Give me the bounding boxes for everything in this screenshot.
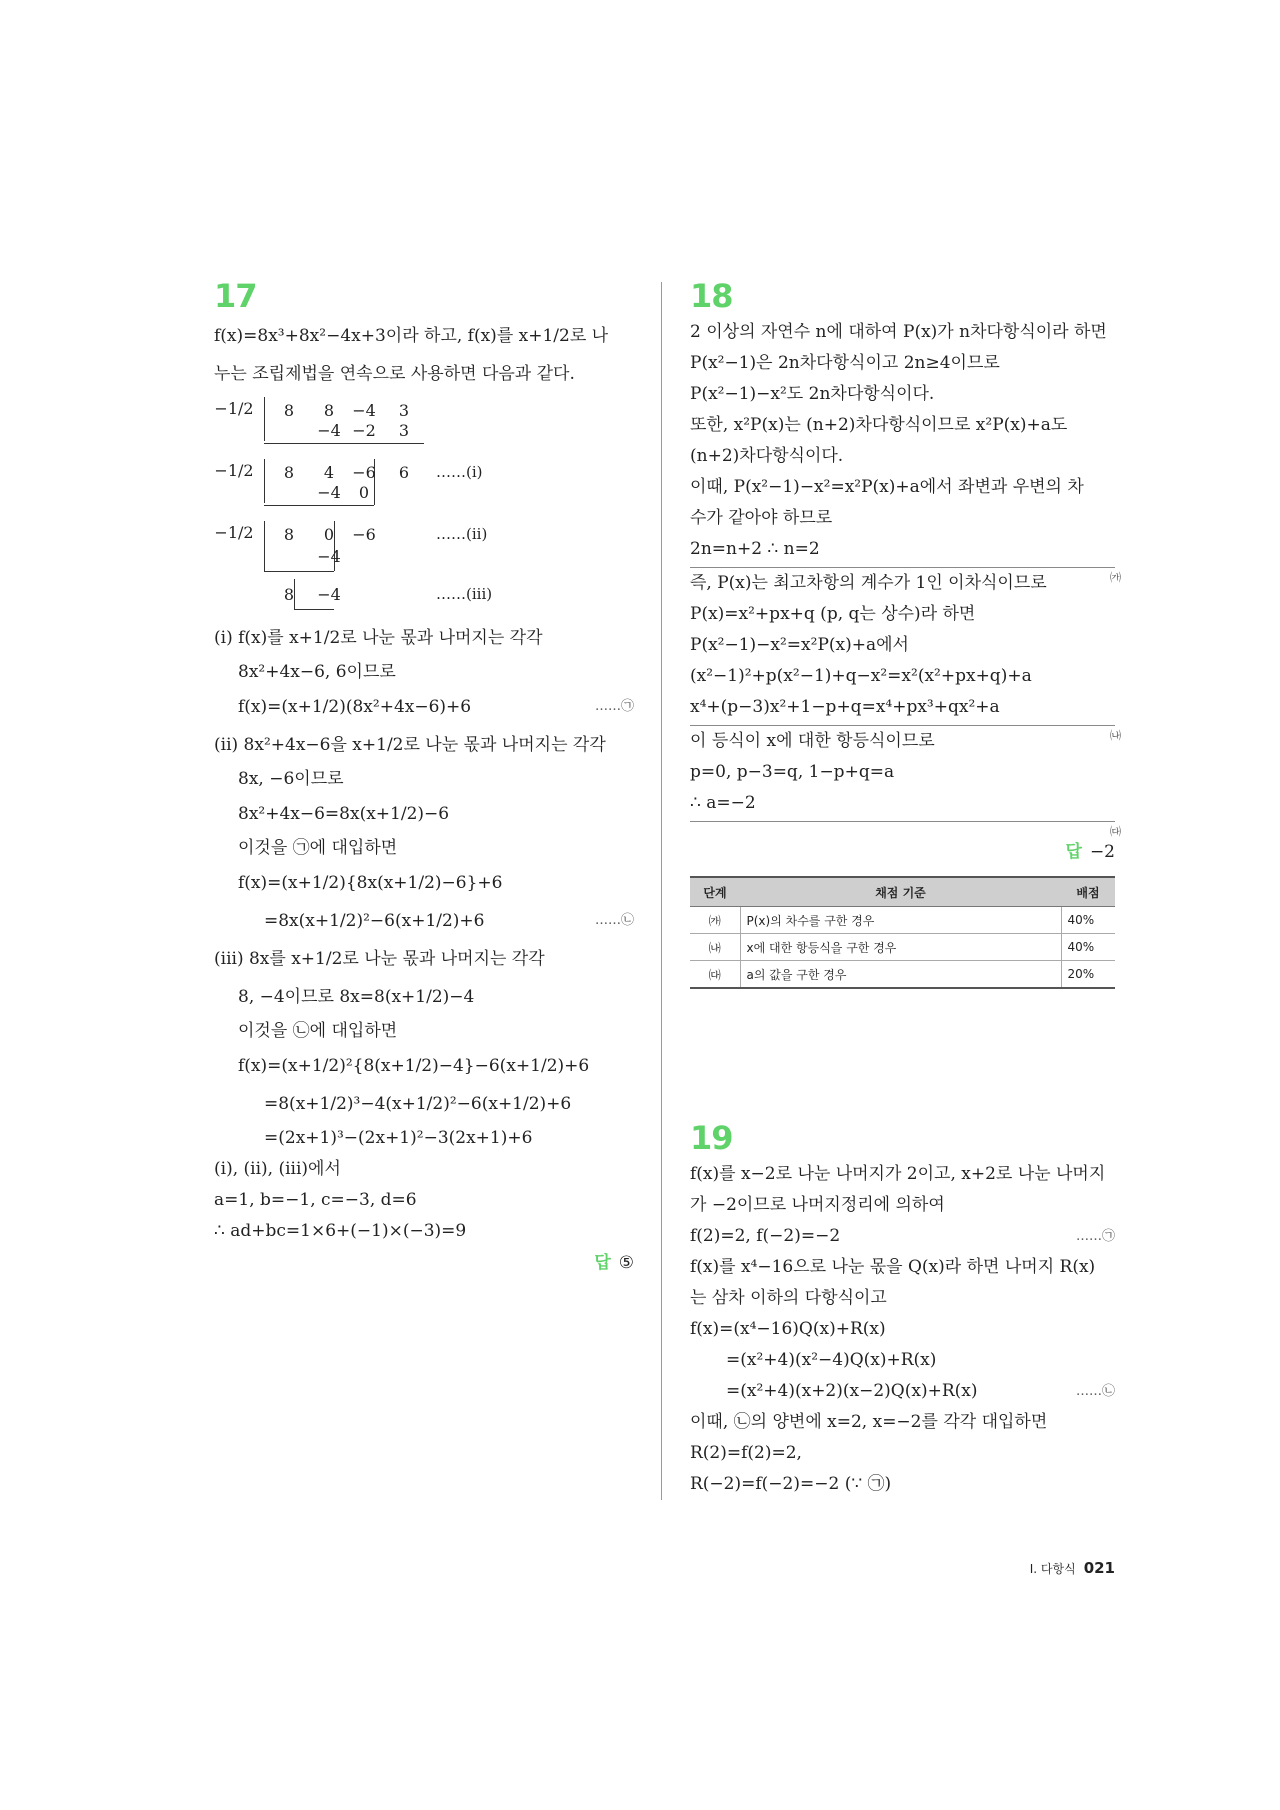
step-note: ……(ii) bbox=[436, 525, 488, 543]
text-line: 누는 조립제법을 연속으로 사용하면 다음과 같다. bbox=[214, 364, 575, 384]
text-line: 가 −2이므로 나머지정리에 의하여 bbox=[690, 1195, 945, 1215]
equation-line: P(x)=x²+px+q (p, q는 상수)라 하면 bbox=[690, 604, 976, 624]
text-line: 즉, P(x)는 최고차항의 계수가 1인 이차식이므로 bbox=[690, 573, 1047, 593]
equation-line bbox=[690, 1221, 1115, 1252]
equation-line: ∴ ad+bc=1×6+(−1)×(−3)=9 bbox=[214, 1221, 467, 1241]
text-line: 이 등식이 x에 대한 항등식이므로 bbox=[690, 731, 935, 751]
step-cell: ㈎ bbox=[690, 907, 740, 934]
text-line: (iii) 8x를 x+1/2로 나눈 몫과 나머지는 각각 bbox=[214, 949, 545, 969]
equation-line: x⁴+(p−3)x²+1−p+q=x⁴+px³+qx²+a bbox=[690, 697, 1000, 717]
coefficient: −6 bbox=[352, 463, 376, 482]
score-cell: 20% bbox=[1061, 961, 1115, 989]
equation-line: R(2)=f(2)=2, bbox=[690, 1443, 802, 1463]
text-line: 는 삼차 이하의 다항식이고 bbox=[690, 1288, 887, 1308]
remainder: −6 bbox=[352, 525, 376, 544]
equation-text: f(x)=(x+1/2)(8x²+4x−6)+6 bbox=[238, 697, 472, 717]
answer bbox=[214, 1247, 634, 1279]
text-line: 이것을 ㉡에 대입하면 bbox=[238, 1021, 398, 1041]
division-bar bbox=[264, 459, 265, 503]
column-divider bbox=[661, 282, 662, 1500]
coefficient: −4 bbox=[352, 401, 376, 420]
equation-text: =8x(x+1/2)²−6(x+1/2)+6 bbox=[264, 911, 485, 931]
equation-tag: ……㉠ bbox=[1075, 1229, 1115, 1244]
coefficient: 3 bbox=[398, 401, 410, 420]
remainder: 6 bbox=[398, 463, 410, 482]
division-rule bbox=[264, 443, 424, 444]
equation-line: =(x²+4)(x²−4)Q(x)+R(x) bbox=[726, 1350, 937, 1370]
step-mark: ㈏ bbox=[1110, 729, 1121, 742]
equation-line: ∴ a=−2 bbox=[690, 793, 756, 813]
problem-19 bbox=[690, 1117, 1115, 1500]
problem-18 bbox=[690, 275, 1121, 989]
criterion-cell: P(x)의 차수를 구한 경우 bbox=[740, 907, 1061, 934]
score-cell: 40% bbox=[1061, 934, 1115, 961]
equation-line: P(x²−1)−x²=x²P(x)+a에서 bbox=[690, 635, 909, 655]
table-row bbox=[690, 907, 1115, 934]
coefficient: 8 bbox=[283, 585, 295, 604]
text-line: (ii) 8x²+4x−6을 x+1/2로 나눈 몫과 나머지는 각각 bbox=[214, 735, 606, 755]
coefficient: −4 bbox=[317, 421, 341, 440]
coefficient: 4 bbox=[323, 463, 335, 482]
equation-line: a=1, b=−1, c=−3, d=6 bbox=[214, 1190, 417, 1210]
scoring-table bbox=[690, 876, 1115, 989]
text-line: P(x²−1)은 2n차다항식이고 2n≥4이므로 bbox=[690, 353, 1000, 373]
coefficient: 8 bbox=[323, 401, 335, 420]
text-line: f(x)를 x−2로 나눈 나머지가 2이고, x+2로 나눈 나머지 bbox=[690, 1164, 1106, 1184]
text-line: (i) f(x)를 x+1/2로 나눈 몫과 나머지는 각각 bbox=[214, 628, 543, 648]
text-line: (i), (ii), (iii)에서 bbox=[214, 1159, 341, 1179]
equation-line: f(x)=(x⁴−16)Q(x)+R(x) bbox=[690, 1319, 886, 1339]
equation-line: 2n=n+2 ∴ n=2 bbox=[690, 539, 820, 559]
step-mark: ㈐ bbox=[1110, 825, 1121, 838]
text-line: 수가 같아야 하므로 bbox=[690, 508, 833, 528]
coefficient: 8 bbox=[283, 525, 295, 544]
answer-label: 답 bbox=[1065, 842, 1082, 862]
coefficient: −4 bbox=[317, 547, 341, 566]
text-line: f(x)=8x³+8x²−4x+3이라 하고, f(x)를 x+1/2로 나 bbox=[214, 326, 609, 346]
step-mark: ㈎ bbox=[1110, 571, 1121, 584]
answer-label: 답 bbox=[594, 1253, 611, 1273]
equation-tag: ……㉡ bbox=[1075, 1384, 1115, 1399]
division-bar bbox=[264, 397, 265, 441]
coefficient: 8 bbox=[283, 463, 295, 482]
problem-number: 18 bbox=[690, 277, 733, 315]
divisor-root: −1/2 bbox=[214, 461, 254, 480]
text-line: 또한, x²P(x)는 (n+2)차다항식이므로 x²P(x)+a도 bbox=[690, 415, 1068, 435]
step-note: ……(iii) bbox=[436, 585, 493, 603]
text-line: 2 이상의 자연수 n에 대하여 P(x)가 n차다항식이라 하면 bbox=[690, 322, 1107, 342]
equation-tag: ……㉠ bbox=[594, 699, 634, 714]
division-rule bbox=[264, 505, 374, 506]
problem-number: 19 bbox=[690, 1119, 733, 1157]
coefficient: 8 bbox=[283, 401, 295, 420]
chapter-label: I. 다항식 bbox=[1029, 1562, 1076, 1576]
equation-line bbox=[690, 1376, 1115, 1407]
column-header: 단계 bbox=[690, 877, 740, 907]
synthetic-division bbox=[214, 393, 634, 619]
division-bar bbox=[264, 521, 265, 571]
text-line: 8x²+4x−6, 6이므로 bbox=[238, 662, 396, 682]
table-row bbox=[690, 934, 1115, 961]
text-line: 8x, −6이므로 bbox=[238, 769, 344, 789]
equation-line: f(x)=(x+1/2){8x(x+1/2)−6}+6 bbox=[238, 873, 503, 893]
column-header: 배점 bbox=[1061, 877, 1115, 907]
coefficient: −2 bbox=[352, 421, 376, 440]
coefficient: 0 bbox=[323, 525, 335, 544]
divisor-root: −1/2 bbox=[214, 399, 254, 418]
equation-line bbox=[214, 688, 634, 726]
text-line: 이때, P(x²−1)−x²=x²P(x)+a에서 좌변과 우변의 차 bbox=[690, 477, 1084, 497]
remainder-box bbox=[294, 609, 334, 610]
text-line: 이것을 ㉠에 대입하면 bbox=[238, 838, 398, 858]
equation-line: 8, −4이므로 8x=8(x+1/2)−4 bbox=[238, 987, 475, 1007]
table-row bbox=[690, 961, 1115, 989]
equation-line: =(2x+1)³−(2x+1)²−3(2x+1)+6 bbox=[264, 1128, 533, 1148]
coefficient: 3 bbox=[398, 421, 410, 440]
page-number: 021 bbox=[1083, 1559, 1115, 1577]
right-column bbox=[690, 275, 1121, 1500]
step-note: ……(i) bbox=[436, 463, 483, 481]
answer-value: −2 bbox=[1089, 842, 1115, 862]
step-cell: ㈏ bbox=[690, 934, 740, 961]
equation-line bbox=[214, 902, 634, 940]
divisor-root: −1/2 bbox=[214, 523, 254, 542]
page-footer bbox=[1030, 1558, 1115, 1578]
answer bbox=[690, 836, 1115, 868]
table-header-row bbox=[690, 877, 1115, 907]
equation-text: f(2)=2, f(−2)=−2 bbox=[690, 1226, 841, 1246]
text-line: P(x²−1)−x²도 2n차다항식이다. bbox=[690, 384, 935, 404]
text-line: f(x)를 x⁴−16으로 나눈 몫을 Q(x)라 하면 나머지 R(x) bbox=[690, 1257, 1096, 1277]
criterion-cell: x에 대한 항등식을 구한 경우 bbox=[740, 934, 1061, 961]
equation-line: f(x)=(x+1/2)²{8(x+1/2)−4}−6(x+1/2)+6 bbox=[238, 1056, 590, 1076]
division-rule bbox=[264, 571, 334, 572]
spacer bbox=[690, 989, 1115, 1117]
coefficient: 0 bbox=[358, 483, 370, 502]
equation-line: p=0, p−3=q, 1−p+q=a bbox=[690, 762, 895, 782]
coefficient: −4 bbox=[317, 483, 341, 502]
score-cell: 40% bbox=[1061, 907, 1115, 934]
text-line: (n+2)차다항식이다. bbox=[690, 446, 844, 466]
problem-17 bbox=[214, 275, 634, 1279]
equation-line: R(−2)=f(−2)=−2 (∵ ㉠) bbox=[690, 1474, 892, 1494]
answer-value: ⑤ bbox=[618, 1253, 634, 1273]
step-rule bbox=[690, 821, 1121, 838]
text-line: 이때, ㉡의 양변에 x=2, x=−2를 각각 대입하면 bbox=[690, 1412, 1048, 1432]
equation-line: (x²−1)²+p(x²−1)+q−x²=x²(x²+px+q)+a bbox=[690, 666, 1032, 686]
step-cell: ㈐ bbox=[690, 961, 740, 989]
remainder: −4 bbox=[317, 585, 341, 604]
equation-line: =8(x+1/2)³−4(x+1/2)²−6(x+1/2)+6 bbox=[264, 1094, 572, 1114]
equation-text: =(x²+4)(x+2)(x−2)Q(x)+R(x) bbox=[726, 1381, 978, 1401]
column-header: 채점 기준 bbox=[740, 877, 1061, 907]
criterion-cell: a의 값을 구한 경우 bbox=[740, 961, 1061, 989]
problem-number: 17 bbox=[214, 277, 257, 315]
equation-line: 8x²+4x−6=8x(x+1/2)−6 bbox=[238, 804, 450, 824]
equation-tag: ……㉡ bbox=[594, 913, 634, 928]
